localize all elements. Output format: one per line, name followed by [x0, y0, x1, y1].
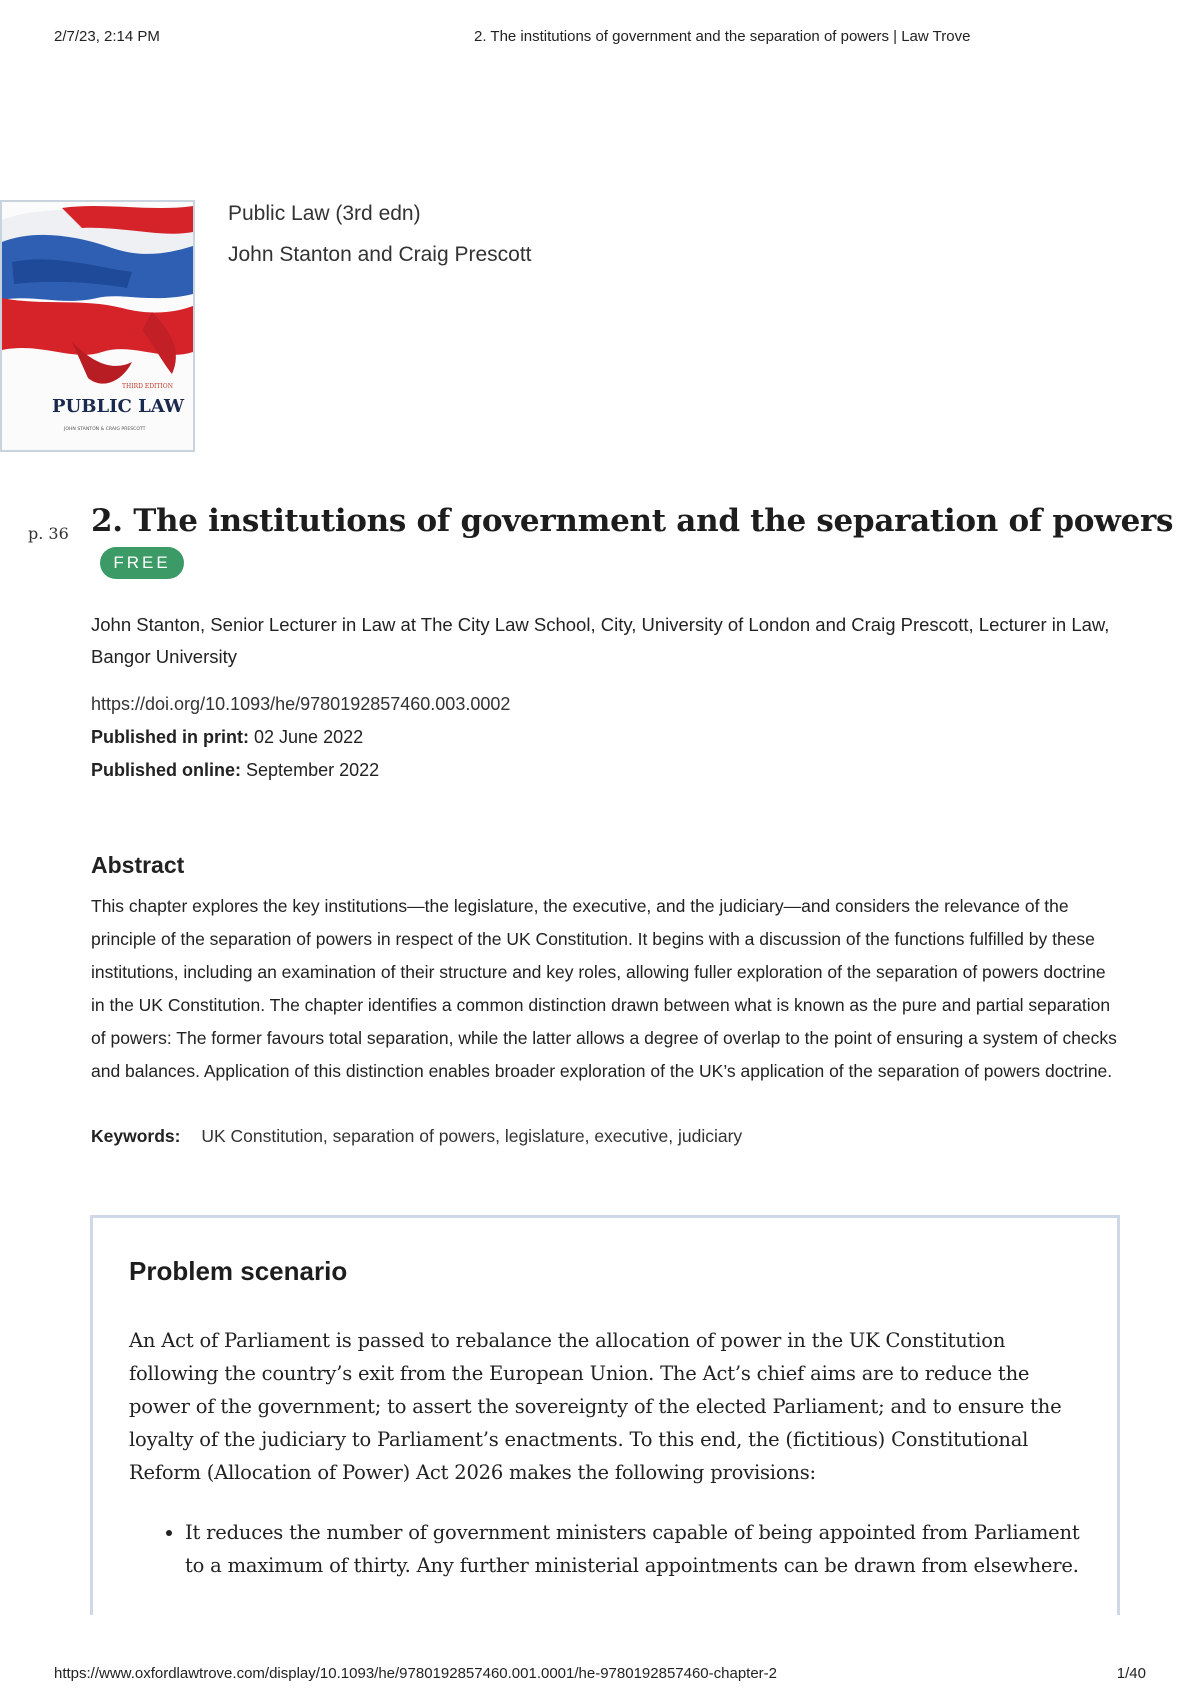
keywords-list[interactable]: UK Constitution, separation of powers, legislature, executive, judiciary [201, 1126, 743, 1146]
book-cover-art [2, 202, 193, 450]
print-footer [54, 1665, 1146, 1687]
published-online-label: Published online: [91, 760, 242, 780]
book-title[interactable]: Public Law (3rd edn) [228, 202, 421, 225]
book-cover-image[interactable] [0, 200, 195, 452]
problem-scenario-heading: Problem scenario [129, 1256, 348, 1286]
print-page-number: 1/40 [1116, 1665, 1146, 1682]
problem-scenario-list [129, 1516, 1089, 1582]
chapter-title: 2. The institutions of government and the separation of powers [91, 503, 1174, 539]
cover-authors: JOHN STANTON & CRAIG PRESCOTT [64, 427, 146, 432]
page-marker: p. 36 [28, 524, 69, 543]
doi-link[interactable]: https://doi.org/10.1093/he/9780192857460.003.0002 [91, 694, 511, 714]
free-access-badge: FREE [100, 547, 184, 579]
author-affiliation: John Stanton, Senior Lecturer in Law at The City Law School, City, University of London and Craig Prescott, Lecturer in Law, Bangor University [91, 614, 1110, 667]
problem-scenario-text: An Act of Parliament is passed to rebalance the allocation of power in the UK Constitution following the country’s exit from the European Union. The Act’s chief aims are to reduce the power of the government; to assert the sovereignty of the elected Parliament; and to ensure the loyalty of the judiciary to Parliament’s enactments. To this end, the (fictitious) Constitutional Reform (Allocation of Power) Act 2026 makes the following provisions: [129, 1329, 1062, 1484]
book-authors: John Stanton and Craig Prescott [228, 243, 532, 266]
problem-scenario-box [90, 1215, 1120, 1615]
keywords-label: Keywords: [91, 1126, 181, 1146]
abstract-text: This chapter explores the key institutions—the legislature, the executive, and the judiciary—and considers the relevance of the principle of the separation of powers in respect of the UK Constitution. It begins with a discussion of the functions fulfilled by these institutions, including an examination of their structure and key roles, allowing fuller exploration of the separation of powers doctrine in the UK Constitution. The chapter identifies a common distinction drawn between what is known as the pure and partial separation of powers: The former favours total separation, while the latter allows a degree of overlap to the point of ensuring a system of checks and balances. Application of this distinction enables broader exploration of the UK’s application of the separation of powers doctrine. [91, 896, 1117, 1081]
cover-edition-label: THIRD EDITION [122, 383, 173, 390]
print-page-title: 2. The institutions of government and the separation of powers | Law Trove [474, 28, 971, 45]
print-date: 2/7/23, 2:14 PM [54, 28, 160, 45]
keywords [91, 1126, 742, 1147]
published-in-print [91, 727, 363, 748]
print-url: https://www.oxfordlawtrove.com/display/10.1093/he/9780192857460.001.0001/he-9780192857460-chapter-2 [54, 1665, 778, 1682]
cover-title: PUBLIC LAW [52, 396, 185, 417]
published-in-print-date: 02 June 2022 [254, 727, 364, 747]
abstract-heading: Abstract [91, 852, 185, 878]
published-online [91, 760, 379, 781]
published-in-print-label: Published in print: [91, 727, 249, 747]
print-header [54, 28, 1146, 50]
published-online-date: September 2022 [246, 760, 380, 780]
list-item: • It reduces the number of government ministers capable of being appointed from Parliament to a maximum of thirty. Any further ministerial appointments can be drawn from elsewhere. [185, 1516, 1089, 1582]
